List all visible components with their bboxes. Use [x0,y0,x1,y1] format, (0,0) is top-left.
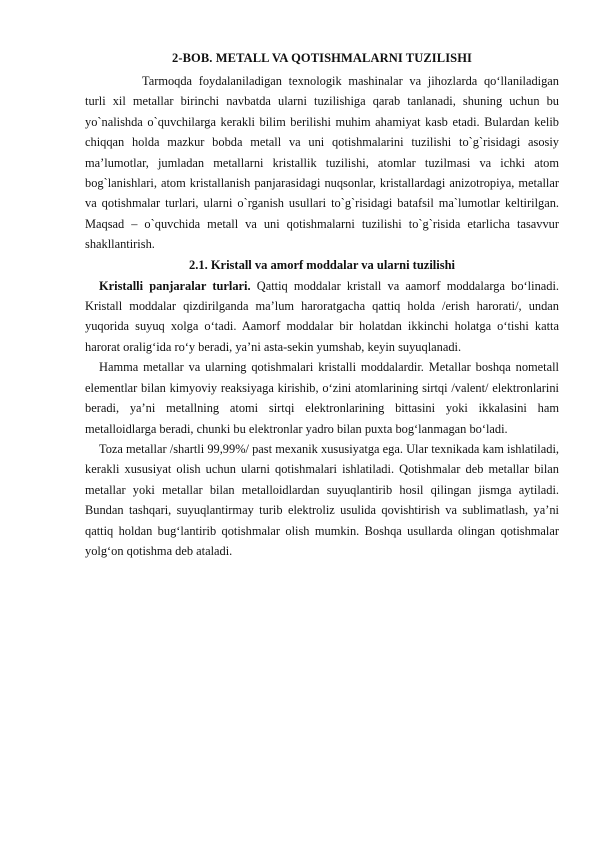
paragraph-body-text: Qattiq moddalar kristall va aamorf moddalarga bo‘linadi. Kristall moddalar qizdirilganda ma’lum haroratgacha qattiq holda /erish harorati/, undan yuqorida suyuq xolga o‘tadi. Aamorf moddalar bir holatdan ikkinchi holatga o‘tishi katta harorat oralig‘ida ro‘y beradi, ya’ni asta-sekin yumshab, keyin suyuqlanadi. [85,278,560,354]
chapter-title: 2-BOB. METALL VA QOTISHMALARNI TUZILISHI [171,51,473,65]
paragraph-lead-term: Kristalli panjaralar turlari. [99,278,251,293]
section-title: 2.1. Kristall va amorf moddalar va ularni tuzilishi [188,257,456,272]
paragraph-metals-crystalline: Hamma metallar va ularning qotishmalari kristalli moddalardir. Metallar boshqa nometall elementlar bilan kimyoviy reaksiyaga kirishib, o‘zini atomlarining sirtqi /valent/ elektronlarini beradi, ya’ni metallning atomi sirtqi elektronlarining bittasini yoki ikkalasini ham metalloidlarga beradi, chunki bu elektronlar yadro bilan puxta bog‘lanmagan bo‘ladi. [85,360,559,436]
intro-paragraph: Tarmoqda foydalaniladigan texnologik mashinalar va jihozlarda qo‘llaniladigan turli xil metallar birinchi navbatda ularni tuzilishiga qarab tanlanadi, shuning uchun bu yo`nalishda o`quvchilarga kerakli bilim berilishi muhim ahamiyat kasb etadi. Bulardan kelib chiqqan holda mazkur bobda metall va uni qotishmalarini tuzilishi to`g`risidagi asosiy ma’lumotlar, jumladan metallarni kristallik tuzilishi, atomlar tuzilmasi va ichki atom bog`lanishlari, atom kristallanish panjarasidagi nuqsonlar, kristallardagi anizotropiya, metallar va qotishmalar turlari, ularni o`rganish usullari to`g`risidagi batafsil ma`lumotlar keltirilgan. Maqsad – o`quvchida metall va uni qotishmalarni tuzilishi to`g`risida etarlicha tasavvur shakllantirish. [85,74,559,252]
document-page [85,50,559,561]
paragraph-crystal-lattice-types [85,276,559,358]
paragraph-pure-metals-alloys: Toza metallar /shartli 99,99%/ past mexanik xususiyatga ega. Ular texnikada kam ishlatiladi, kerakli xususiyat olish uchun ularni qotishmalari ishlatiladi. Qotishmalar deb metallar bilan metallar yoki metallar bilan metalloidlardan suyuqlantirib hosil qilingan jismga aytiladi. Bundan tashqari, suyuqlantirmay turib elektroliz usulida qovishtirish va sublimatlash, ya’ni qattiq holdan bug‘lantirib qotishmalar olish mumkin. Boshqa usullarda olingan qotishmalar yolg‘on qotishma deb ataladi. [85,441,559,558]
